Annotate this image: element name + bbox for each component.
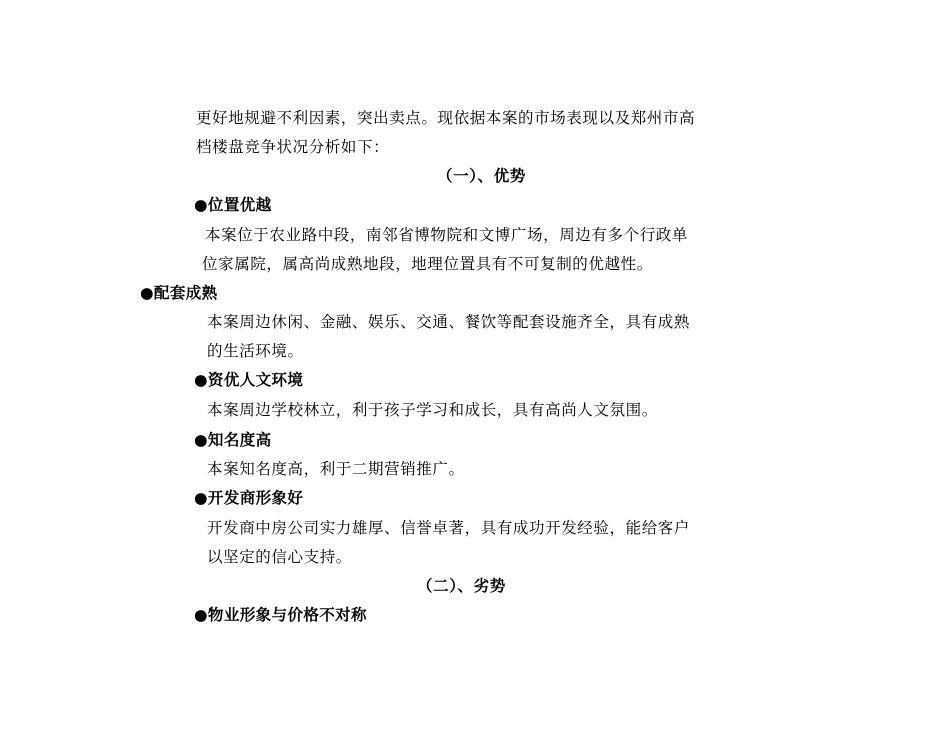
heading-location: ●位置优越 xyxy=(194,196,272,214)
heading-culture: ●资优人文环境 xyxy=(194,371,304,389)
heading-facilities: ●配套成熟 xyxy=(140,284,218,302)
paragraph-developer-line-1: 开发商中房公司实力雄厚、信誉卓著，具有成功开发经验，能给客户 xyxy=(207,519,691,537)
heading-property-image: ●物业形象与价格不对称 xyxy=(194,606,367,624)
section-title-advantages: （一）、优势 xyxy=(437,167,526,185)
paragraph-developer-line-2: 以坚定的信心支持。 xyxy=(207,548,352,566)
paragraph-location-line-1: 本案位于农业路中段，南邻省博物院和文博广场，周边有多个行政单 xyxy=(205,226,689,244)
intro-line-1: 更好地规避不利因素，突出卖点。现依据本案的市场表现以及郑州市高 xyxy=(196,109,696,127)
paragraph-facilities-line-2: 的生活环境。 xyxy=(207,342,304,360)
section-title-disadvantages: （二）、劣势 xyxy=(417,577,506,595)
paragraph-culture-line-1: 本案周边学校林立，利于孩子学习和成长，具有高尚人文氛围。 xyxy=(207,401,658,419)
intro-line-2: 档楼盘竞争状况分析如下： xyxy=(196,138,390,156)
paragraph-reputation-line-1: 本案知名度高，利于二期营销推广。 xyxy=(207,460,465,478)
paragraph-facilities-line-1: 本案周边休闲、金融、娱乐、交通、餐饮等配套设施齐全，具有成熟 xyxy=(207,313,691,331)
paragraph-location-line-2: 位家属院，属高尚成熟地段，地理位置具有不可复制的优越性。 xyxy=(202,255,653,273)
heading-developer: ●开发商形象好 xyxy=(194,489,304,507)
heading-reputation: ●知名度高 xyxy=(194,431,272,449)
